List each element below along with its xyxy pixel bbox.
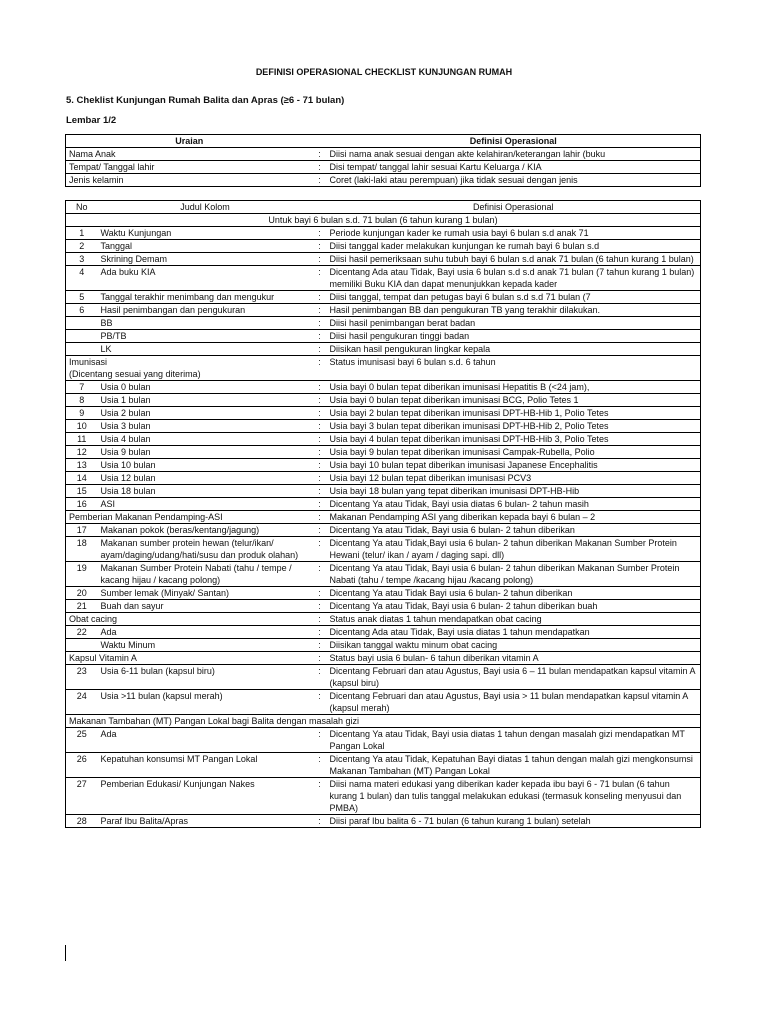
document-title: DEFINISI OPERASIONAL CHECKLIST KUNJUNGAN RUMAH bbox=[255, 67, 513, 77]
identity-row-definition: Coret (laki-laki atau perempuan) jika tidak sesuai dengan jenis bbox=[327, 174, 701, 187]
definition-row-separator: : bbox=[313, 600, 327, 613]
definition-row-number: 14 bbox=[66, 472, 98, 485]
definition-row-separator: : bbox=[313, 524, 327, 537]
identity-row bbox=[66, 174, 701, 187]
definition-row-number: 23 bbox=[66, 665, 98, 690]
definition-row bbox=[66, 587, 701, 600]
definition-row bbox=[66, 304, 701, 317]
definition-row-definition: Dicentang Februari dan atau Agustus, Bayi usia > 11 bulan mendapatkan kapsul vitamin A (kapsul merah) bbox=[327, 690, 701, 715]
definition-row-number: 9 bbox=[66, 407, 98, 420]
definition-row-label: Tanggal terakhir menimbang dan mengukur bbox=[98, 291, 313, 304]
definition-row-label: BB bbox=[98, 317, 313, 330]
sheet-label: Lembar 1/2 bbox=[66, 115, 117, 126]
definition-row bbox=[66, 227, 701, 240]
definition-row-label: Buah dan sayur bbox=[98, 600, 313, 613]
definition-row bbox=[66, 356, 701, 381]
definition-row-label: Usia 10 bulan bbox=[98, 459, 313, 472]
definition-row-label: Usia 4 bulan bbox=[98, 433, 313, 446]
definition-row-number bbox=[66, 639, 98, 652]
definition-row-label: ASI bbox=[98, 498, 313, 511]
definition-row-definition: Makanan Pendamping ASI yang diberikan kepada bayi 6 bulan – 2 bbox=[327, 511, 701, 524]
definition-row-number: 4 bbox=[66, 266, 98, 291]
definition-group-label: Obat cacing bbox=[66, 613, 313, 626]
definition-row bbox=[66, 266, 701, 291]
definition-row-definition: Dicentang Ya atau Tidak,Bayi usia 6 bulan- 2 tahun diberikan Makanan Sumber Protein Hewani (telur/ ikan / ayam / daging sapi. dll) bbox=[327, 537, 701, 562]
identity-row-definition: Diisi nama anak sesuai dengan akte kelahiran/keterangan lahir (buku bbox=[327, 148, 701, 161]
left-border-line bbox=[65, 945, 66, 961]
definition-row-number: 20 bbox=[66, 587, 98, 600]
definition-row-number: 5 bbox=[66, 291, 98, 304]
definition-row-label: Usia 3 bulan bbox=[98, 420, 313, 433]
definition-row-label: Kepatuhan konsumsi MT Pangan Lokal bbox=[98, 753, 313, 778]
definition-subheading-row bbox=[66, 214, 701, 227]
definition-row-number: 7 bbox=[66, 381, 98, 394]
definition-row-definition: Dicentang Ya atau Tidak Bayi usia 6 bulan- 2 tahun diberikan bbox=[327, 587, 701, 600]
definition-row-label: Ada buku KIA bbox=[98, 266, 313, 291]
definition-row bbox=[66, 652, 701, 665]
definition-group-label: Pemberian Makanan Pendamping-ASI bbox=[66, 511, 313, 524]
definition-row bbox=[66, 524, 701, 537]
definition-row-number: 12 bbox=[66, 446, 98, 459]
definition-row bbox=[66, 291, 701, 304]
definition-row bbox=[66, 381, 701, 394]
definition-row bbox=[66, 690, 701, 715]
definition-row-label: Usia 2 bulan bbox=[98, 407, 313, 420]
definition-row-separator: : bbox=[313, 253, 327, 266]
definition-row-separator: : bbox=[313, 343, 327, 356]
definition-row-definition: Dicentang Ya atau Tidak, Bayi usia 6 bulan- 2 tahun diberikan buah bbox=[327, 600, 701, 613]
definition-row-definition: Diisikan tanggal waktu minum obat cacing bbox=[327, 639, 701, 652]
definition-row bbox=[66, 753, 701, 778]
definition-row-label: Ada bbox=[98, 728, 313, 753]
definition-row bbox=[66, 253, 701, 266]
identity-row-label: Jenis kelamin bbox=[66, 174, 313, 187]
definition-row-label: LK bbox=[98, 343, 313, 356]
col-sep-header bbox=[313, 135, 327, 148]
definition-row-separator: : bbox=[313, 690, 327, 715]
definition-row-number: 2 bbox=[66, 240, 98, 253]
definition-row bbox=[66, 459, 701, 472]
definition-row-separator: : bbox=[313, 291, 327, 304]
definition-row-separator: : bbox=[313, 562, 327, 587]
definition-row-separator: : bbox=[313, 266, 327, 291]
definition-row-definition: Usia bayi 12 bulan tepat diberikan imunisasi PCV3 bbox=[327, 472, 701, 485]
definition-row bbox=[66, 665, 701, 690]
definition-row bbox=[66, 485, 701, 498]
section-title: 5. Cheklist Kunjungan Rumah Balita dan Apras (≥6 - 71 bulan) bbox=[66, 95, 345, 106]
definition-row-number bbox=[66, 343, 98, 356]
definition-row bbox=[66, 420, 701, 433]
definition-row-separator: : bbox=[313, 304, 327, 317]
definition-row-definition: Status imunisasi bayi 6 bulan s.d. 6 tahun bbox=[327, 356, 701, 381]
definition-row bbox=[66, 600, 701, 613]
definition-row-label: Usia 9 bulan bbox=[98, 446, 313, 459]
identity-row-separator: : bbox=[313, 161, 327, 174]
identity-row-separator: : bbox=[313, 174, 327, 187]
definition-row-label: Ada bbox=[98, 626, 313, 639]
definition-row-definition: Diisi hasil penimbangan berat badan bbox=[327, 317, 701, 330]
definition-row-definition: Status anak diatas 1 tahun mendapatkan obat cacing bbox=[327, 613, 701, 626]
definition-row-definition: Hasil penimbangan BB dan pengukuran TB yang terakhir dilakukan. bbox=[327, 304, 701, 317]
definition-row-separator: : bbox=[313, 485, 327, 498]
identity-row-label: Nama Anak bbox=[66, 148, 313, 161]
identity-row bbox=[66, 148, 701, 161]
definition-row-number: 18 bbox=[66, 537, 98, 562]
definition-row-number bbox=[66, 330, 98, 343]
definition-row-separator: : bbox=[313, 459, 327, 472]
definition-row bbox=[66, 240, 701, 253]
col-no-header: No bbox=[66, 201, 98, 214]
definition-row-separator: : bbox=[313, 420, 327, 433]
definition-row-separator: : bbox=[313, 381, 327, 394]
identity-row bbox=[66, 161, 701, 174]
definition-row-definition: Usia bayi 0 bulan tepat diberikan imunisasi BCG, Polio Tetes 1 bbox=[327, 394, 701, 407]
definition-row-definition: Dicentang Februari dan atau Agustus, Bayi usia 6 – 11 bulan mendapatkan kapsul vitamin A (kapsul biru) bbox=[327, 665, 701, 690]
definition-row-number: 16 bbox=[66, 498, 98, 511]
definition-row-definition: Dicentang Ya atau Tidak, Bayi usia 6 bulan- 2 tahun diberikan bbox=[327, 524, 701, 537]
definition-table bbox=[65, 200, 701, 828]
definition-row-label: Skrining Demam bbox=[98, 253, 313, 266]
definition-row-number: 25 bbox=[66, 728, 98, 753]
definition-row bbox=[66, 562, 701, 587]
definition-row-number: 22 bbox=[66, 626, 98, 639]
definition-row bbox=[66, 511, 701, 524]
definition-row-separator: : bbox=[313, 753, 327, 778]
definition-row-number: 10 bbox=[66, 420, 98, 433]
definition-row-definition: Dicentang Ya atau Tidak, Bayi usia diatas 6 bulan- 2 tahun masih bbox=[327, 498, 701, 511]
definition-row-separator: : bbox=[313, 665, 327, 690]
definition-row-label: Usia 1 bulan bbox=[98, 394, 313, 407]
definition-row bbox=[66, 639, 701, 652]
definition-row-separator: : bbox=[313, 537, 327, 562]
definition-row-number: 19 bbox=[66, 562, 98, 587]
definition-row-number: 24 bbox=[66, 690, 98, 715]
definition-row-definition: Dicentang Ada atau Tidak, Bayi usia 6 bulan s.d s.d anak 71 bulan (7 tahun kurang 1 bulan) memiliki Buku KIA dan dapat menunjukkan kepada kader bbox=[327, 266, 701, 291]
definition-row-definition: Usia bayi 2 bulan tepat diberikan imunisasi DPT-HB-Hib 1, Polio Tetes bbox=[327, 407, 701, 420]
definition-row-definition: Usia bayi 10 bulan tepat diberikan imunisasi Japanese Encephalitis bbox=[327, 459, 701, 472]
definition-row-separator: : bbox=[313, 498, 327, 511]
col-def-header: Definisi Operasional bbox=[327, 201, 701, 214]
definition-row-separator: : bbox=[313, 511, 327, 524]
definition-row-label: Tanggal bbox=[98, 240, 313, 253]
definition-row bbox=[66, 330, 701, 343]
definition-row-number: 17 bbox=[66, 524, 98, 537]
definition-row bbox=[66, 317, 701, 330]
definition-row-separator: : bbox=[313, 407, 327, 420]
definition-row-label: Makanan pokok (beras/kentang/jagung) bbox=[98, 524, 313, 537]
definition-row-separator: : bbox=[313, 240, 327, 253]
definition-row-separator: : bbox=[313, 652, 327, 665]
definition-row-definition: Dicentang Ya atau Tidak, Bayi usia 6 bulan- 2 tahun diberikan Makanan Sumber Protein Nabati (tahu / tempe /kacang hijau /kacang polong) bbox=[327, 562, 701, 587]
definition-row-label: Waktu Minum bbox=[98, 639, 313, 652]
definition-row-number: 13 bbox=[66, 459, 98, 472]
definition-row bbox=[66, 498, 701, 511]
identity-table bbox=[65, 134, 701, 187]
definition-row-definition: Diisi paraf Ibu balita 6 - 71 bulan (6 tahun kurang 1 bulan) setelah bbox=[327, 815, 701, 828]
definition-row-separator: : bbox=[313, 330, 327, 343]
col-uraian-header: Uraian bbox=[66, 135, 313, 148]
definition-row-definition: Diisi hasil pengukuran tinggi badan bbox=[327, 330, 701, 343]
definition-row-definition: Usia bayi 0 bulan tepat diberikan imunisasi Hepatitis B (<24 jam), bbox=[327, 381, 701, 394]
definition-row bbox=[66, 343, 701, 356]
age-range-subheading: Untuk bayi 6 bulan s.d. 71 bulan (6 tahun kurang 1 bulan) bbox=[66, 214, 701, 227]
col-sep-header bbox=[313, 201, 327, 214]
definition-row-number: 6 bbox=[66, 304, 98, 317]
definition-row-separator: : bbox=[313, 815, 327, 828]
definition-row-separator: : bbox=[313, 626, 327, 639]
definition-row bbox=[66, 537, 701, 562]
definition-row-definition: Usia bayi 9 bulan tepat diberikan imunisasi Campak-Rubella, Polio bbox=[327, 446, 701, 459]
definition-row-definition: Status bayi usia 6 bulan- 6 tahun diberikan vitamin A bbox=[327, 652, 701, 665]
identity-row-separator: : bbox=[313, 148, 327, 161]
definition-table-header bbox=[66, 201, 701, 214]
definition-row-number: 8 bbox=[66, 394, 98, 407]
definition-row bbox=[66, 778, 701, 815]
definition-row-definition: Dicentang Ya atau Tidak, Kepatuhan Bayi diatas 1 tahun dengan malah gizi mengkonsumsi Makanan Tambahan (MT) Pangan Lokal bbox=[327, 753, 701, 778]
definition-row bbox=[66, 815, 701, 828]
definition-row bbox=[66, 394, 701, 407]
definition-row bbox=[66, 472, 701, 485]
definition-row-label: Makanan sumber protein hewan (telur/ikan/ ayam/daging/udang/hati/susu dan produk olahan) bbox=[98, 537, 313, 562]
identity-row-definition: Disi tempat/ tanggal lahir sesuai Kartu Keluarga / KIA bbox=[327, 161, 701, 174]
definition-row-definition: Usia bayi 18 bulan yang tepat diberikan imunisasi DPT-HB-Hib bbox=[327, 485, 701, 498]
definition-row-definition: Periode kunjungan kader ke rumah usia bayi 6 bulan s.d anak 71 bbox=[327, 227, 701, 240]
definition-row bbox=[66, 433, 701, 446]
definition-row-number: 15 bbox=[66, 485, 98, 498]
definition-row-label: Sumber lemak (Minyak/ Santan) bbox=[98, 587, 313, 600]
definition-row-number: 11 bbox=[66, 433, 98, 446]
definition-row-separator: : bbox=[313, 639, 327, 652]
definition-row bbox=[66, 613, 701, 626]
definition-group-heading: Makanan Tambahan (MT) Pangan Lokal bagi Balita dengan masalah gizi bbox=[66, 715, 701, 728]
definition-row-separator: : bbox=[313, 227, 327, 240]
definition-row-separator: : bbox=[313, 587, 327, 600]
definition-row-definition: Diisikan hasil pengukuran lingkar kepala bbox=[327, 343, 701, 356]
definition-row bbox=[66, 715, 701, 728]
definition-row-label: Pemberian Edukasi/ Kunjungan Nakes bbox=[98, 778, 313, 815]
col-judul-header: Judul Kolom bbox=[98, 201, 313, 214]
definition-row-label: Usia 12 bulan bbox=[98, 472, 313, 485]
definition-row-label: Usia 6-11 bulan (kapsul biru) bbox=[98, 665, 313, 690]
definition-row-definition: Diisi nama materi edukasi yang diberikan kader kepada ibu bayi 6 - 71 bulan (6 tahun kurang 1 bulan) dan tulis tanggal melakukan edukasi (termasuk konseling menyusui dan PMBA) bbox=[327, 778, 701, 815]
definition-row-separator: : bbox=[313, 356, 327, 381]
definition-row bbox=[66, 626, 701, 639]
definition-row-definition: Dicentang Ada atau Tidak, Bayi usia diatas 1 tahun mendapatkan bbox=[327, 626, 701, 639]
identity-table-header bbox=[66, 135, 701, 148]
definition-row-label: Makanan Sumber Protein Nabati (tahu / tempe / kacang hijau / kacang polong) bbox=[98, 562, 313, 587]
definition-row-definition: Diisi hasil pemeriksaan suhu tubuh bayi 6 bulan s.d anak 71 bulan (6 tahun kurang 1 bulan) bbox=[327, 253, 701, 266]
definition-row-number: 28 bbox=[66, 815, 98, 828]
definition-row bbox=[66, 728, 701, 753]
definition-row-definition: Usia bayi 4 bulan tepat diberikan imunisasi DPT-HB-Hib 3, Polio Tetes bbox=[327, 433, 701, 446]
definition-row-label: Hasil penimbangan dan pengukuran bbox=[98, 304, 313, 317]
definition-row-separator: : bbox=[313, 472, 327, 485]
definition-row-definition: Dicentang Ya atau Tidak, Bayi usia diatas 1 tahun dengan masalah gizi mendapatkan MT Pangan Lokal bbox=[327, 728, 701, 753]
col-definisi-header: Definisi Operasional bbox=[327, 135, 701, 148]
definition-row-definition: Usia bayi 3 bulan tepat diberikan imunisasi DPT-HB-Hib 2, Polio Tetes bbox=[327, 420, 701, 433]
definition-row-number: 26 bbox=[66, 753, 98, 778]
definition-row-separator: : bbox=[313, 728, 327, 753]
definition-row bbox=[66, 407, 701, 420]
definition-row-label: Paraf Ibu Balita/Apras bbox=[98, 815, 313, 828]
definition-row-separator: : bbox=[313, 317, 327, 330]
definition-row-label: Usia 18 bulan bbox=[98, 485, 313, 498]
definition-row-separator: : bbox=[313, 446, 327, 459]
definition-row-label: PB/TB bbox=[98, 330, 313, 343]
definition-row bbox=[66, 446, 701, 459]
definition-row-label: Waktu Kunjungan bbox=[98, 227, 313, 240]
definition-row-number: 21 bbox=[66, 600, 98, 613]
definition-row-definition: Diisi tanggal, tempat dan petugas bayi 6 bulan s.d s.d 71 bulan (7 bbox=[327, 291, 701, 304]
definition-row-definition: Diisi tanggal kader melakukan kunjungan ke rumah bayi 6 bulan s.d bbox=[327, 240, 701, 253]
definition-row-label: Usia 0 bulan bbox=[98, 381, 313, 394]
definition-group-label: Imunisasi (Dicentang sesuai yang diterima) bbox=[66, 356, 313, 381]
definition-row-number bbox=[66, 317, 98, 330]
identity-row-label: Tempat/ Tanggal lahir bbox=[66, 161, 313, 174]
definition-row-number: 1 bbox=[66, 227, 98, 240]
definition-row-separator: : bbox=[313, 394, 327, 407]
definition-row-number: 27 bbox=[66, 778, 98, 815]
definition-row-separator: : bbox=[313, 778, 327, 815]
definition-group-label: Kapsul Vitamin A bbox=[66, 652, 313, 665]
definition-row-number: 3 bbox=[66, 253, 98, 266]
definition-row-separator: : bbox=[313, 613, 327, 626]
definition-row-separator: : bbox=[313, 433, 327, 446]
definition-row-label: Usia >11 bulan (kapsul merah) bbox=[98, 690, 313, 715]
